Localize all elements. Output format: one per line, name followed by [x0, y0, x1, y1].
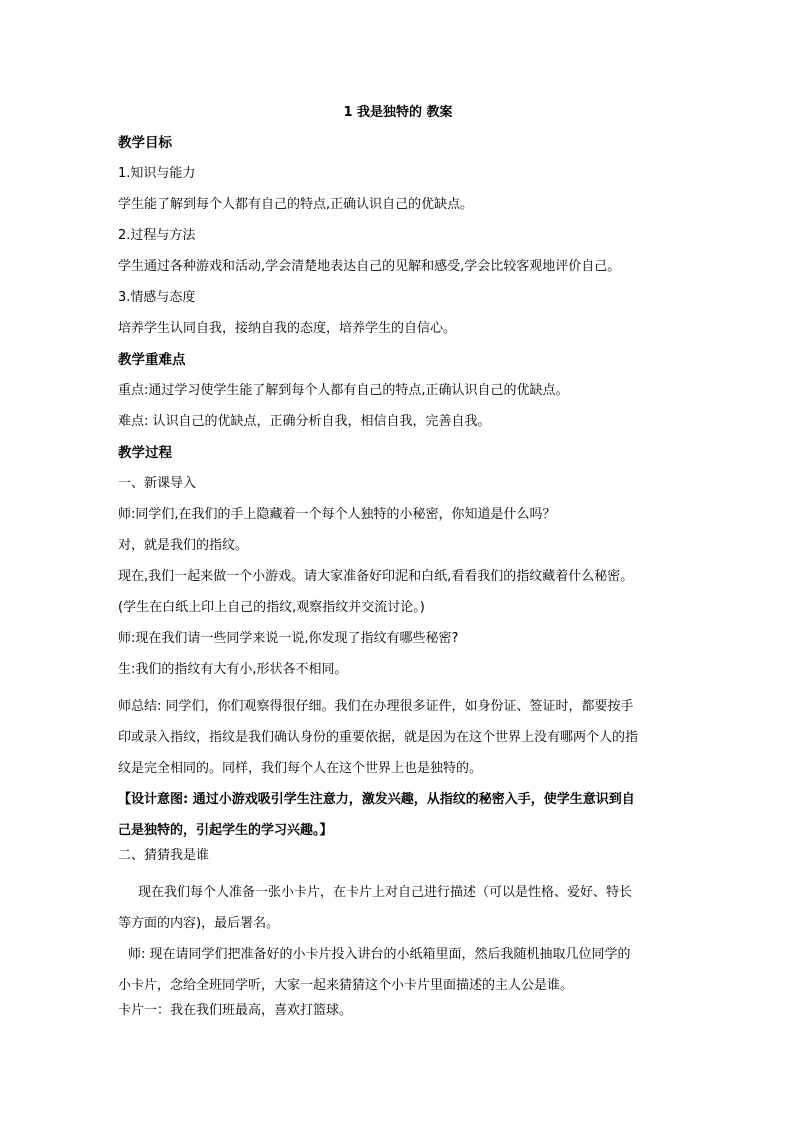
section1-heading: 一、新课导入	[118, 476, 197, 491]
section2-heading: 二、猜猜我是谁	[118, 848, 210, 863]
teacher-line: 小卡片，念给全班同学听，大家一起来猜猜这个小卡片里面描述的主人公是谁。	[118, 978, 574, 993]
document-page	[118, 103, 678, 1032]
goal2-text: 学生通过各种游戏和活动,学会清楚地表达自己的见解和感受,学会比较客观地评价自己。	[118, 259, 621, 274]
goal1-text: 学生能了解到每个人都有自己的特点,正确认识自己的优缺点。	[118, 197, 474, 212]
paragraph: (学生在白纸上印上自己的指纹,观察指纹并交流讨论。)	[118, 600, 425, 615]
design-intent	[118, 784, 678, 846]
teacher-summary	[118, 691, 678, 784]
intent-line: 己是独特的，引起学生的学习兴趣。】	[118, 823, 333, 838]
keypoint-text: 重点:通过学习使学生能了解到每个人都有自己的特点,正确认识自己的优缺点。	[118, 383, 569, 398]
teacher-line: 师: 现在请同学们把准备好的小卡片投入讲台的小纸箱里面，然后我随机抽取几位同学的	[128, 947, 631, 962]
intent-line: 【设计意图: 通过小游戏吸引学生注意力，激发兴趣，从指纹的秘密入手，使学生意识到自	[118, 792, 635, 807]
card-one: 卡片一：我在我们班最高，喜欢打篮球。	[118, 1003, 353, 1018]
keypoints-heading: 教学重难点	[118, 352, 186, 368]
card-intro-line: 现在我们每个人准备一张小卡片，在卡片上对自己进行描述（可以是性格、爱好、特长	[138, 885, 633, 900]
process-heading: 教学过程	[118, 445, 172, 461]
goal1-label: 1.知识与能力	[118, 166, 196, 181]
teacher-instruction	[118, 939, 678, 1001]
paragraph: 生:我们的指纹有大有小,形状各不相同。	[118, 662, 348, 677]
paragraph: 现在,我们一起来做一个小游戏。请大家准备好印泥和白纸,看看我们的指纹藏着什么秘密。	[118, 569, 634, 584]
summary-line: 师总结: 同学们，你们观察得很仔细。我们在办理很多证件，如身份证、签证时，都要按手	[118, 699, 634, 714]
paragraph: 师:同学们,在我们的手上隐藏着一个每个人独特的小秘密，你知道是什么吗？	[118, 507, 556, 522]
document-title: 1 我是独特的 教案	[343, 105, 453, 120]
paragraph: 对，就是我们的指纹。	[118, 538, 249, 553]
paragraph: 师:现在我们请一些同学来说一说,你发现了指纹有哪些秘密?	[118, 631, 459, 646]
card-intro-line: 等方面的内容)，最后署名。	[118, 916, 280, 931]
goal2-label: 2.过程与方法	[118, 228, 196, 243]
summary-line: 印或录入指纹，指纹是我们确认身份的重要依据，就是因为在这个世界上没有哪两个人的指	[118, 730, 639, 745]
goal3-label: 3.情感与态度	[118, 290, 196, 305]
summary-line: 纹是完全相同的。同样，我们每个人在这个世界上也是独特的。	[118, 761, 483, 776]
difficulty-text: 难点: 认识自己的优缺点，正确分析自我，相信自我，完善自我。	[118, 414, 491, 429]
goal3-text: 培养学生认同自我，接纳自我的态度，培养学生的自信心。	[118, 321, 457, 336]
card-intro	[118, 877, 678, 939]
goals-heading: 教学目标	[118, 135, 172, 151]
